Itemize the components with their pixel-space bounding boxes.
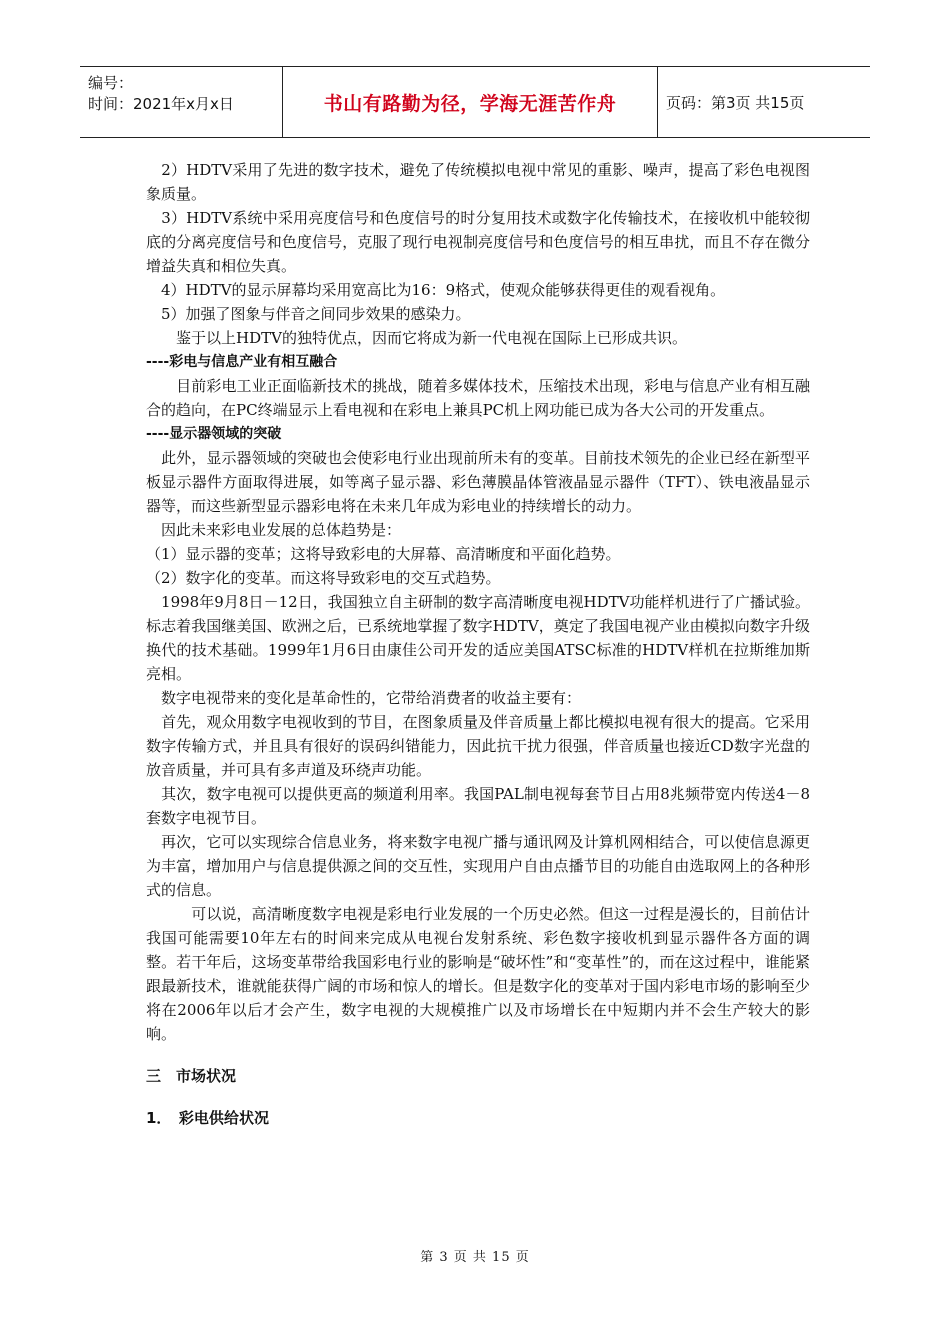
- paragraph: 3）HDTV系统中采用亮度信号和色度信号的时分复用技术或数字化传输技术，在接收机中能较彻底的分离亮度信号和色度信号，克服了现行电视制亮度信号和色度信号的相互串扰，而且不存在微分增益失真和相位失真。: [146, 209, 810, 275]
- header-motto: 书山有路勤为径，学海无涯苦作舟: [283, 67, 658, 137]
- paragraph: 5）加强了图象与伴音之间同步效果的感染力。: [146, 305, 471, 323]
- header-page-info: 页码：第3页 共15页: [666, 93, 805, 112]
- paragraph: 因此未来彩电业发展的总体趋势是：: [146, 521, 402, 539]
- paragraph: 4）HDTV的显示屏幕均采用宽高比为16：9格式，使观众能够获得更佳的观看视角。: [146, 281, 726, 299]
- section-title: 三 市场状况: [146, 1067, 237, 1085]
- date-label: 时间：2021年x月x日: [88, 95, 234, 113]
- paragraph: 数字电视带来的变化是革命性的，它带给消费者的收益主要有：: [146, 689, 582, 707]
- code-label: 编号：: [88, 74, 134, 92]
- heading-convergence: ----彩电与信息产业有相互融合: [146, 354, 338, 370]
- document-body: [146, 158, 810, 1130]
- paragraph: 其次，数字电视可以提供更高的频道利用率。我国PAL制电视每套节目占用8兆频带宽内传送4－8套数字电视节目。: [146, 785, 810, 827]
- paragraph: （2）数字化的变革。而这将导致彩电的交互式趋势。: [146, 569, 501, 587]
- paragraph: 目前彩电工业正面临新技术的挑战，随着多媒体技术，压缩技术出现，彩电与信息产业有相互融合的趋向，在PC终端显示上看电视和在彩电上兼具PC机上网功能已成为各大公司的开发重点。: [146, 377, 810, 419]
- paragraph: 鉴于以上HDTV的独特优点，因而它将成为新一代电视在国际上已形成共识。: [146, 329, 687, 347]
- paragraph: 此外，显示器领域的突破也会使彩电行业出现前所未有的变革。目前技术领先的企业已经在新型平板显示器件方面取得进展，如等离子显示器、彩色薄膜晶体管液晶显示器件（TFT）、铁电液晶显示器等，而这些新型显示器彩电将在未来几年成为彩电业的持续增长的动力。: [146, 449, 810, 515]
- paragraph: 1998年9月8日－12日，我国独立自主研制的数字高清晰度电视HDTV功能样机进行了广播试验。标志着我国继美国、欧洲之后，已系统地掌握了数字HDTV，奠定了我国电视产业由模拟向数字升级换代的技术基础。1999年1月6日由康佳公司开发的适应美国ATSC标准的HDTV样机在拉斯维加斯亮相。: [146, 593, 810, 683]
- paragraph: 可以说，高清晰度数字电视是彩电行业发展的一个历史必然。但这一过程是漫长的，目前估计我国可能需要10年左右的时间来完成从电视台发射系统、彩色数字接收机到显示器件各方面的调整。若干年后，这场变革带给我国彩电行业的影响是“破坏性”和“变革性”的，而在这过程中，谁能紧跟最新技术，谁就能获得广阔的市场和惊人的增长。但是数字化的变革对于国内彩电市场的影响至少将在2006年以后才会产生，数字电视的大规模推广以及市场增长在中短期内并不会生产较大的影响。: [146, 905, 810, 1043]
- paragraph: （1）显示器的变革；这将导致彩电的大屏幕、高清晰度和平面化趋势。: [146, 545, 621, 563]
- paragraph: 再次，它可以实现综合信息业务，将来数字电视广播与通讯网及计算机网相结合，可以使信息源更为丰富，增加用户与信息提供源之间的交互性，实现用户自由点播节目的功能自由选取网上的各种形式的信息。: [146, 833, 810, 899]
- paragraph: 2）HDTV采用了先进的数字技术，避免了传统模拟电视中常见的重影、噪声，提高了彩色电视图象质量。: [146, 161, 810, 203]
- page-header: [80, 66, 870, 138]
- page-footer: 第 3 页 共 15 页: [420, 1250, 530, 1265]
- paragraph: 首先，观众用数字电视收到的节目，在图象质量及伴音质量上都比模拟电视有很大的提高。它采用数字传输方式，并且具有很好的误码纠错能力，因此抗干扰力很强，伴音质量也接近CD数字光盘的放音质量，并可具有多声道及环绕声功能。: [146, 713, 810, 779]
- heading-display-breakthrough: ----显示器领域的突破: [146, 426, 282, 442]
- header-meta: [80, 67, 283, 137]
- subsection-title: 1． 彩电供给状况: [146, 1109, 269, 1127]
